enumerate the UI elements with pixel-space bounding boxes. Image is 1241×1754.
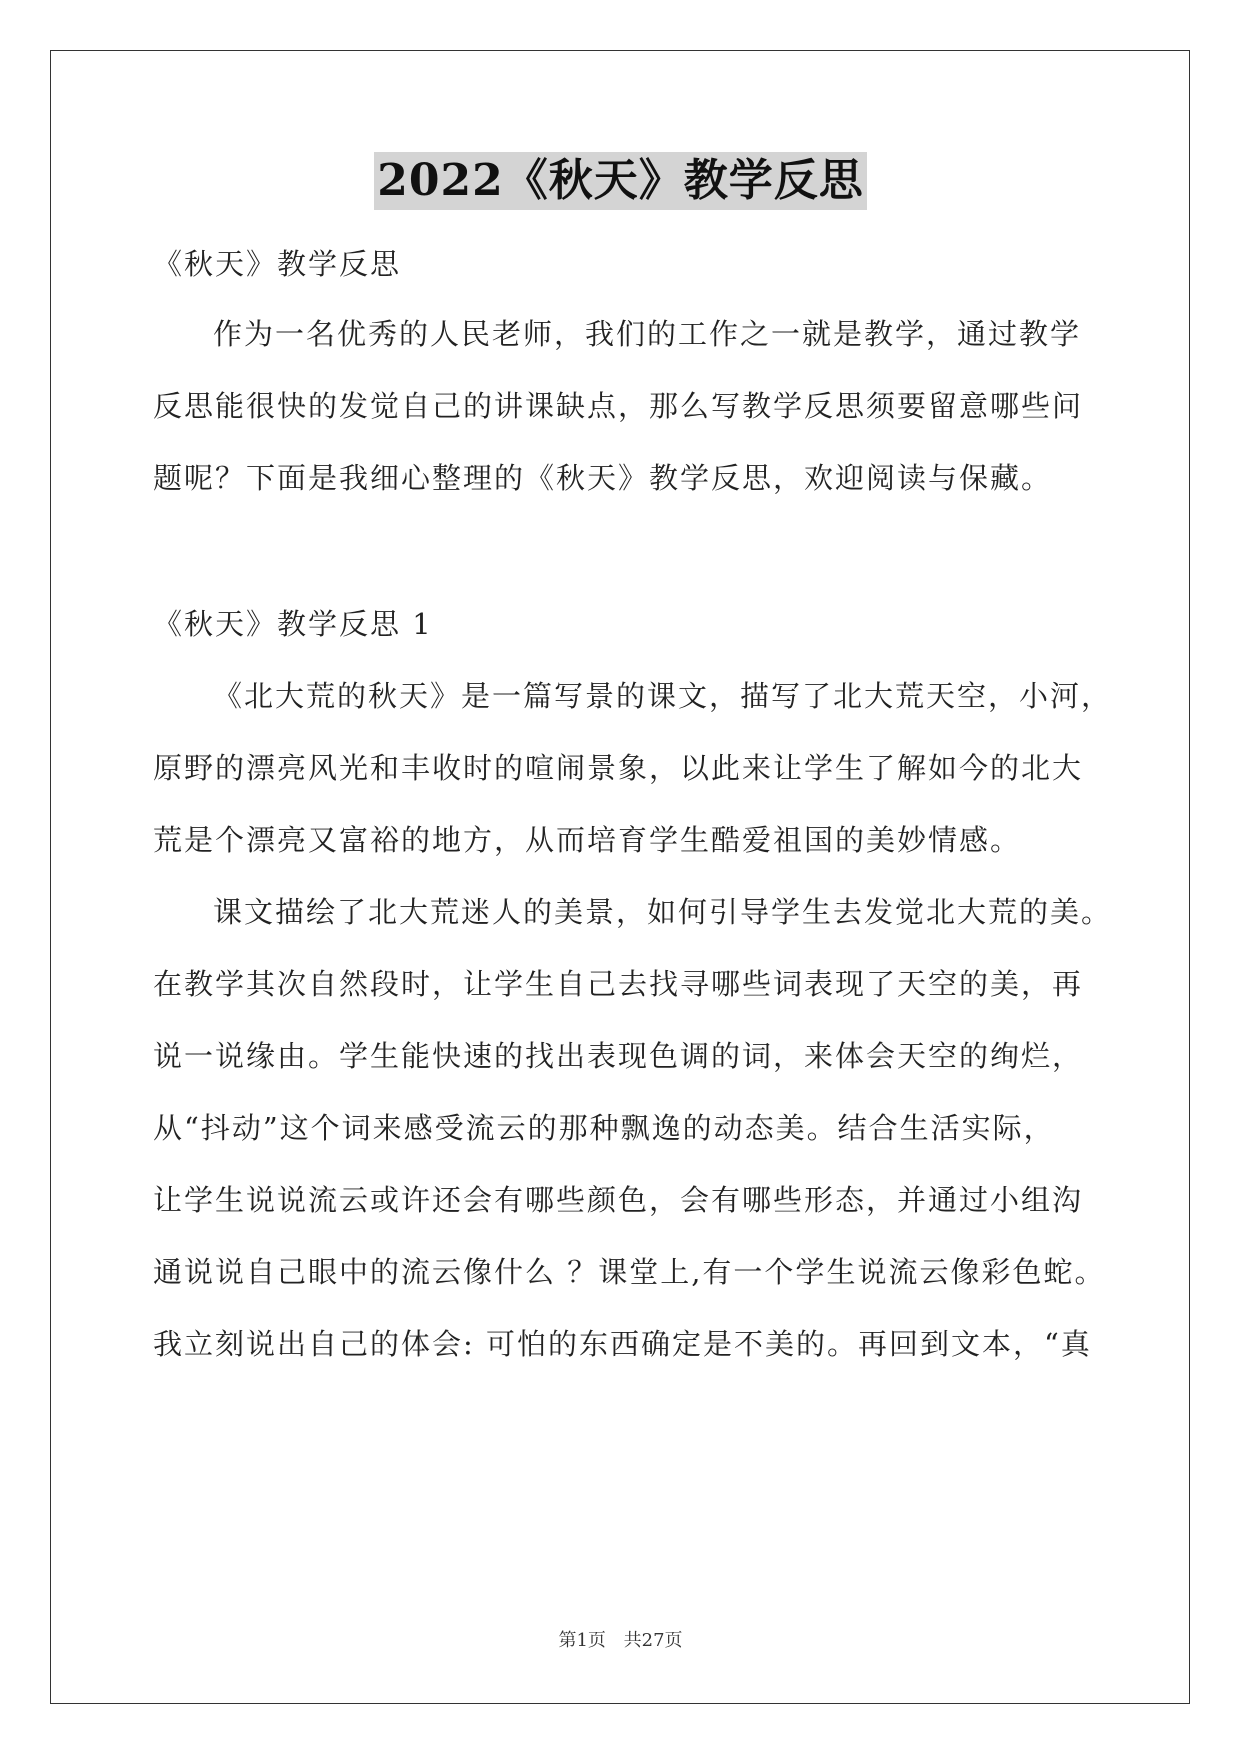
paragraph-line: 题呢？下面是我细心整理的《秋天》教学反思，欢迎阅读与保藏。 <box>153 461 1053 495</box>
section-heading: 《秋天》教学反思 <box>153 247 402 281</box>
paragraph-line: 课文描绘了北大荒迷人的美景，如何引导学生去发觉北大荒的美。 <box>213 895 1113 929</box>
page-total: 共27页 <box>623 1630 683 1651</box>
title-container <box>0 152 1241 210</box>
paragraph-line: 在教学其次自然段时，让学生自己去找寻哪些词表现了天空的美，再 <box>153 967 1084 1001</box>
paragraph-line: 原野的漂亮风光和丰收时的喧闹景象，以此来让学生了解如今的北大 <box>153 751 1084 785</box>
paragraph-line: 作为一名优秀的人民老师，我们的工作之一就是教学，通过教学 <box>213 317 1082 351</box>
paragraph-line: 我立刻说出自己的体会: 可怕的东西确定是不美的。再回到文本，“真 <box>153 1327 1092 1361</box>
page-footer <box>0 1626 1241 1652</box>
paragraph-line: 《北大荒的秋天》是一篇写景的课文，描写了北大荒天空，小河， <box>213 679 1113 713</box>
page-border <box>50 50 1190 1704</box>
paragraph-line: 反思能很快的发觉自己的讲课缺点，那么写教学反思须要留意哪些问 <box>153 389 1084 423</box>
paragraph-line: 说一说缘由。学生能快速的找出表现色调的词，来体会天空的绚烂， <box>153 1039 1084 1073</box>
document-title: 2022《秋天》教学反思 <box>374 152 866 210</box>
paragraph-line: 荒是个漂亮又富裕的地方，从而培育学生酷爱祖国的美妙情感。 <box>153 823 1022 857</box>
paragraph-line: 从“抖动”这个词来感受流云的那种飘逸的动态美。结合生活实际， <box>153 1111 1055 1145</box>
paragraph-line: 让学生说说流云或许还会有哪些颜色，会有哪些形态，并通过小组沟 <box>153 1183 1084 1217</box>
page-number: 第1页 <box>558 1630 606 1651</box>
paragraph-line: 通说说自己眼中的流云像什么 ？课堂上,有一个学生说流云像彩色蛇。 <box>153 1255 1106 1289</box>
section-heading: 《秋天》教学反思 1 <box>153 607 433 641</box>
